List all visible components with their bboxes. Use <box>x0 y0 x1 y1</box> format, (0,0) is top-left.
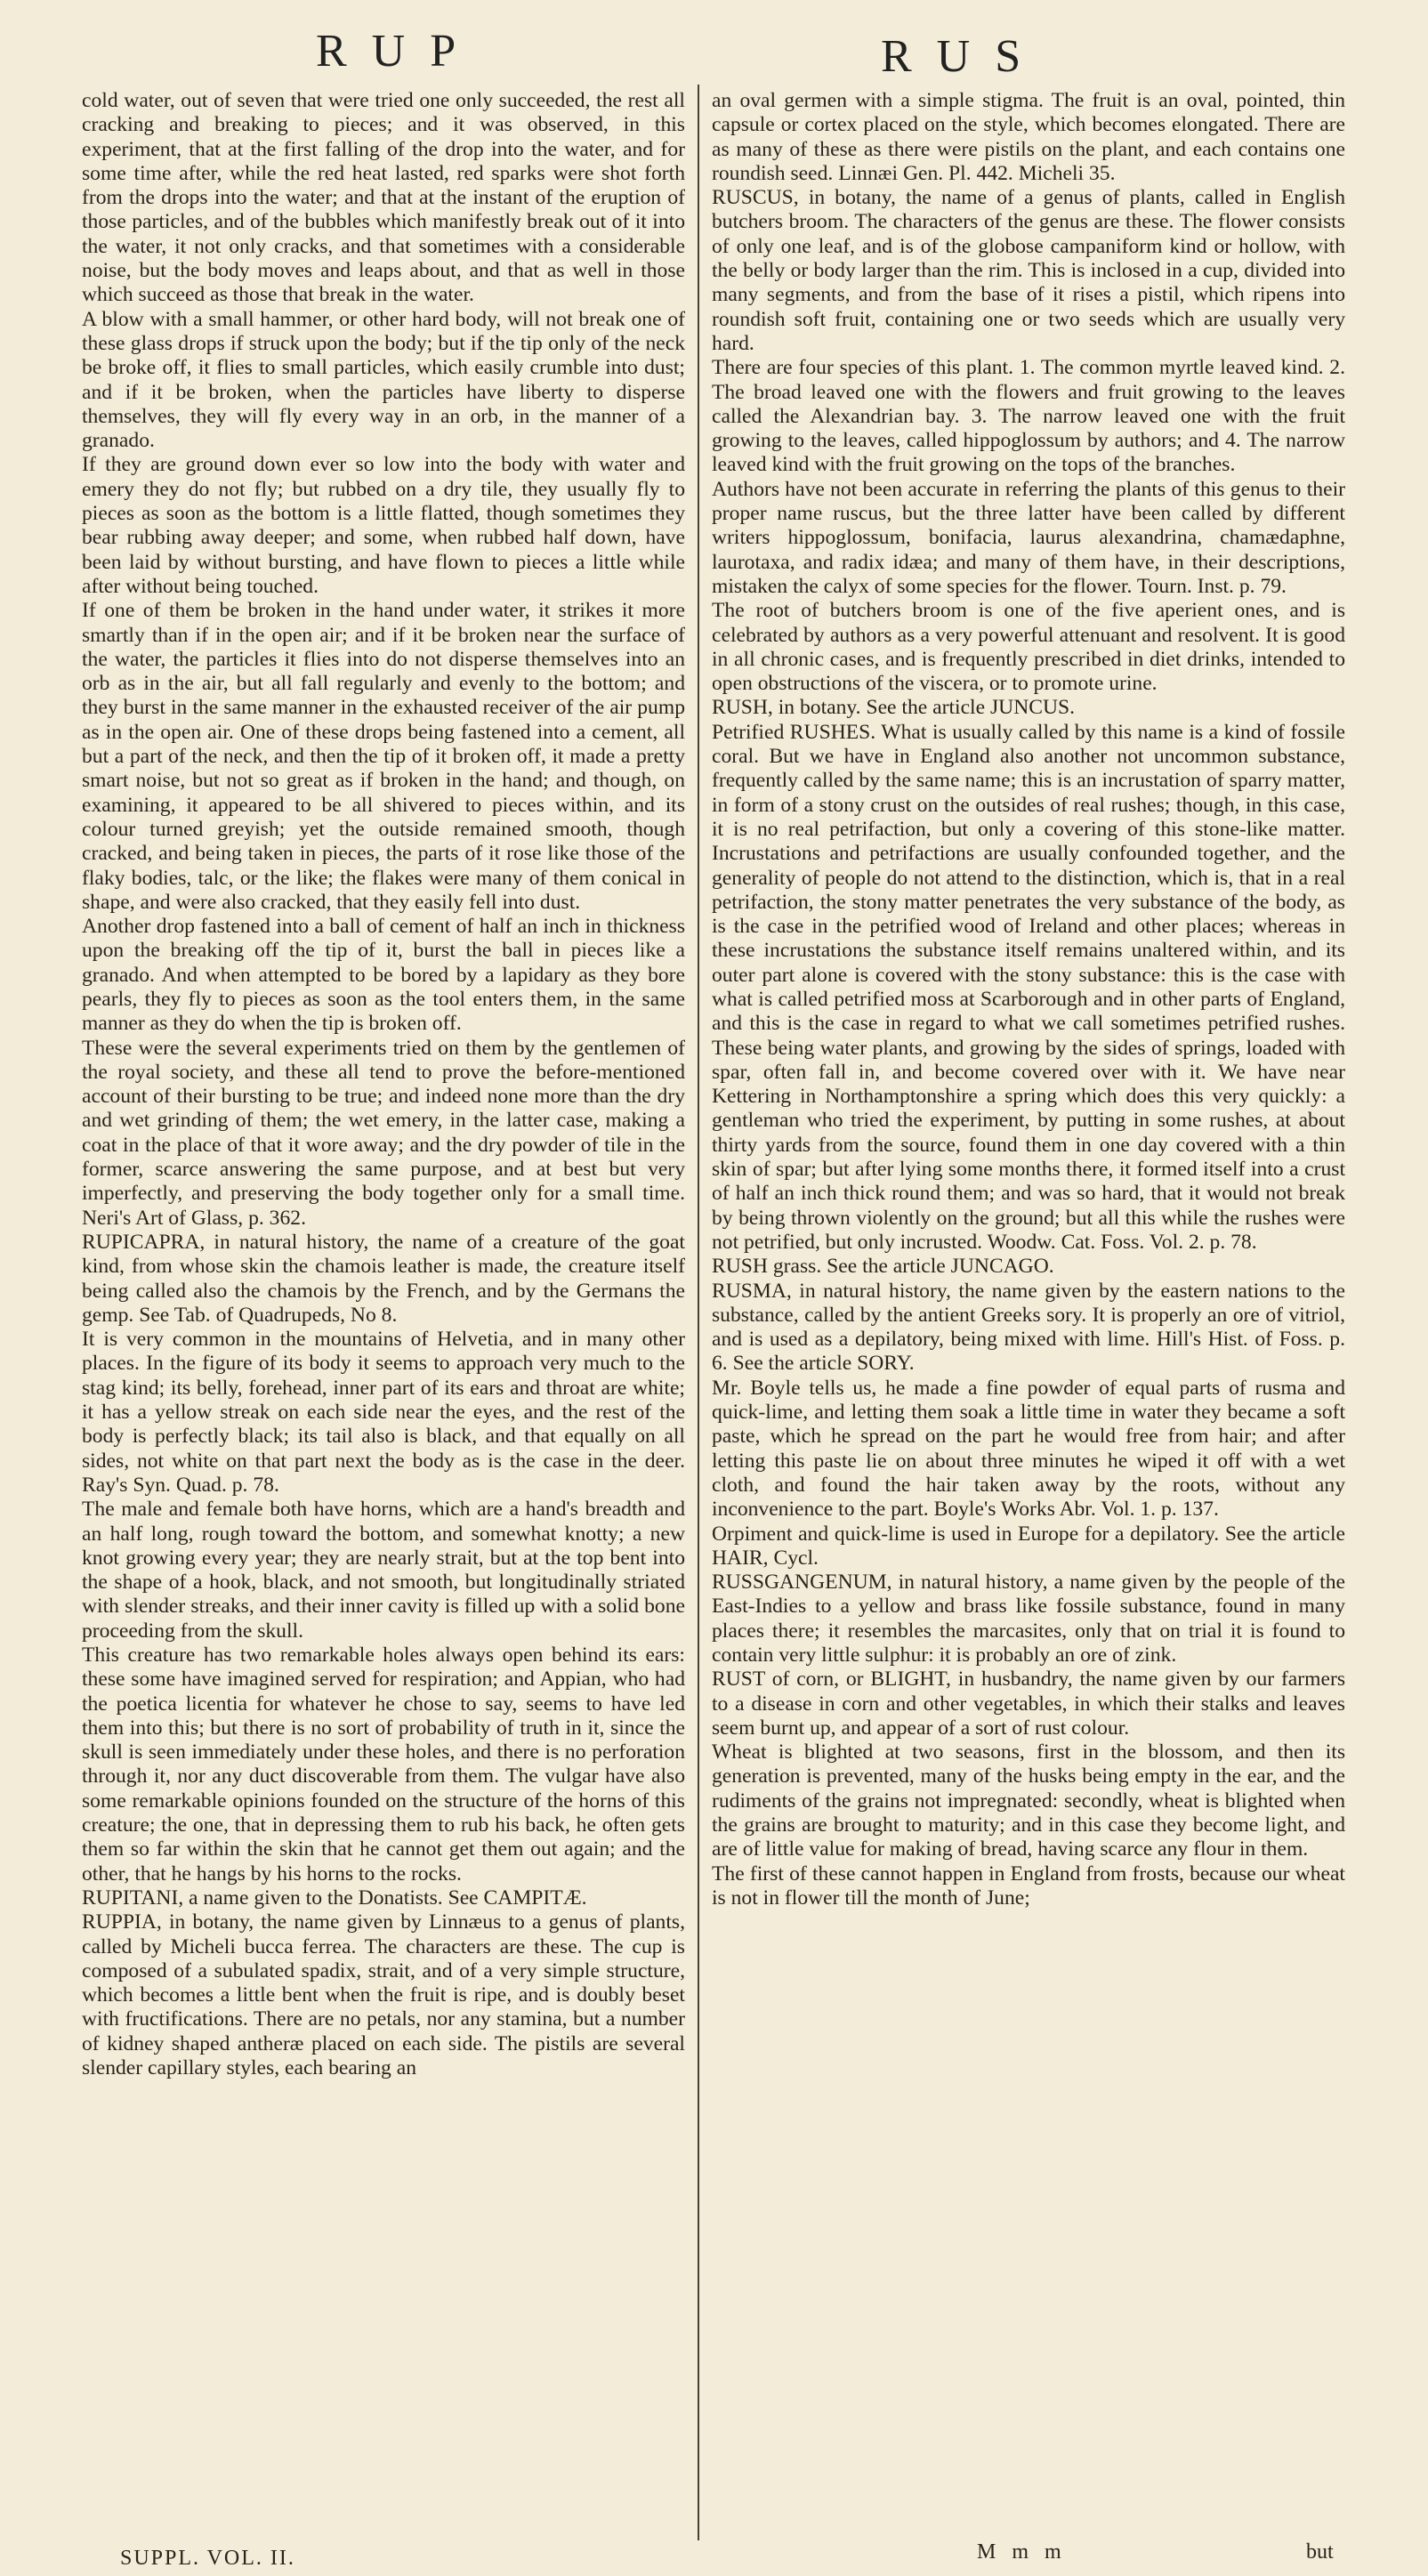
paragraph: The male and female both have horns, which are a hand's breadth and an half long, rough toward the bottom, and somewhat knotty; a new knot growing every year; they are nearly strait, but at the top bent into the shape of a hook, black, and not smooth, but longitudinally striated with slender streaks, and their inner cavity is filled up with a solid bone proceeding from the skull. <box>82 1498 685 1643</box>
paragraph: Orpiment and quick-lime is used in Europe for a depilatory. See the article HAIR, Cycl. <box>712 1522 1345 1570</box>
volume-footer: SUPPL. VOL. II. <box>120 2547 295 2570</box>
dictionary-entry: RUSH grass. See the article JUNCAGO. <box>712 1255 1054 1279</box>
paragraph: Authors have not been accurate in referring the plants of this genus to their proper name ruscus, but the three latter have been called by different writers hippoglossum, bonifacia, laurus alexandrina, chamædaphne, laurotaxa, and radix idæa; and many of them have, in their descriptions, mistaken the calyx of some species for the flower. Tourn. Inst. p. 79. <box>712 477 1345 598</box>
dictionary-entry: RUPITANI, a name given to the Donatists. See CAMPITÆ. <box>82 1886 587 1910</box>
dictionary-entry: RUSSGANGENUM, in natural history, a name given by the people of the East-Indies to a yellow and brass like fossile substance, found in many places there; it resembles the marcasites, only that on trial it is found to contain very little sulphur: it is probably an ore of zink. <box>712 1571 1345 1667</box>
paragraph: It is very common in the mountains of Helvetia, and in many other places. In the figure of its body it seems to approach very much to the stag kind; its belly, forehead, inner part of its ears and throat are white; it has a yellow streak on each side near the eyes, and the rest of the body is perfectly black; its tail also is black, and that equally on all sides, not white on that part next the body as is the case in the deer. Ray's Syn. Quad. p. 78. <box>82 1328 685 1497</box>
dictionary-entry: RUST of corn, or BLIGHT, in husbandry, the name given by our farmers to a disease in corn and other vegetables, in which their stalks and leaves seem burnt up, and appear of a sort of rust colour. <box>712 1668 1345 1740</box>
signature-mark: M m m <box>977 2540 1067 2564</box>
dictionary-entry: RUPPIA, in botany, the name given by Linnæus to a genus of plants, called by Micheli bucca ferrea. The characters are these. The cup is composed of a subulated spadix, strait, and of a very simple structure, which becomes a little bent when the fruit is ripe, and is doubly beset with fructifications. There are no petals, nor any stamina, but a number of kidney shaped antheræ placed on each side. The pistils are several slender capillary styles, each bearing an <box>82 1910 685 2080</box>
paragraph: A blow with a small hammer, or other hard body, will not break one of these glass drops if struck upon the body; but if the tip only of the neck be broke off, it flies to small particles, which easily crumble into dust; and if it be broken, when the particles have liberty to disperse themselves, they will fly every way in an orb, in the manner of a granado. <box>82 307 685 453</box>
paragraph: The root of butchers broom is one of the five aperient ones, and is celebrated by authors as a very powerful attenuant and resolvent. It is good in all chronic cases, and is frequently prescribed in diet drinks, intended to open obstructions of the viscera, or to promote urine. <box>712 599 1345 696</box>
dictionary-entry: RUSH, in botany. See the article JUNCUS. <box>712 696 1076 720</box>
paragraph: Mr. Boyle tells us, he made a fine powder of equal parts of rusma and quick-lime, and letting them soak a little time in water they became a soft paste, which he spread on the part he would free from hair; and after letting this paste lie on about three minutes he wiped it off with a wet cloth, and found the hair taken away by the roots, without any inconvenience to the part. Boyle's Works Abr. Vol. 1. p. 137. <box>712 1376 1345 1522</box>
paragraph: cold water, out of seven that were tried one only succeeded, the rest all cracking and breaking to pieces; and it was observed, in this experiment, that at the first falling of the drop into the water, and for some time after, while the red heat lasted, red sparks were shot forth from the drops into the water; and that at the instant of the eruption of those particles, and of the bubbles which manifestly break out of it into the water, it not only cracks, and that sometimes with a considerable noise, but the body moves and leaps about, and that as well in those which succeed as those that break in the water. <box>82 89 685 307</box>
catchword: but <box>1306 2540 1334 2564</box>
paragraph: If one of them be broken in the hand under water, it strikes it more smartly than if in the open air; and if it be broken near the surface of the water, the particles it flies into do not disperse themselves into an orb as in the air, but all fall regularly and evenly to the bottom; and they burst in the same manner in the exhausted receiver of the air pump as in the open air. One of these drops being fastened into a cement, all but a part of the neck, and then the tip of it broken off, it made a pretty smart noise, but not so great as if broken in the hand; and though, on examining, it appeared to be all shivered to pieces within, and its colour turned greyish; yet the outside remained smooth, though cracked, and being taken in pieces, the parts of it rose like those of the flaky bodies, talc, or the like; the flakes were many of them conical in shape, and were also cracked, that they easily fell into dust. <box>82 599 685 914</box>
right-column <box>712 89 1345 1910</box>
paragraph: This creature has two remarkable holes always open behind its ears: these some have imagined served for respiration; and Appian, who had the poetica licentia for whatever he chose to say, seems to have led them into this; but there is no sort of probability of truth in it, since the skull is seen immediately under these holes, and there is no perforation through it, nor any duct discoverable from them. The vulgar have also some remarkable opinions founded on the structure of the horns of this creature; the one, that in depressing them to rub his back, he often gets them so far within the skin that he cannot get them out again; and the other, that he hangs by his horns to the rocks. <box>82 1643 685 1886</box>
running-head-left: RUP <box>316 26 481 77</box>
paragraph: Wheat is blighted at two seasons, first in the blossom, and then its generation is prevented, many of the husks being empty in the ear, and the rudiments of the grains not impregnated: secondly, wheat is blighted when the grains are brought to maturity; and in this case they become light, and are of little value for making of bread, having scarce any flour in them. <box>712 1740 1345 1861</box>
paragraph: There are four species of this plant. 1. The common myrtle leaved kind. 2. The broad leaved one with the flowers and fruit growing to the leaves called the Alexandrian bay. 3. The narrow leaved one with the fruit growing to the leaves, called hippoglossum by authors; and 4. The narrow leaved kind with the fruit growing on the tops of the branches. <box>712 356 1345 477</box>
dictionary-entry: RUSMA, in natural history, the name given by the eastern nations to the substance, called by the antient Greeks sory. It is properly an ore of vitriol, and is used as a depilatory, being mixed with lime. Hill's Hist. of Foss. p. 6. See the article SORY. <box>712 1279 1345 1376</box>
dictionary-entry: Petrified RUSHES. What is usually called by this name is a kind of fossile coral. But we have in England also another not uncommon substance, frequently called by the same name; this is an incrustation of sparry matter, in form of a stony crust on the outsides of real rushes; though, in this case, it is no real petrifaction, but only a covering of this stone-like matter. Incrustations and petrifactions are usually confounded together, and the generality of people do not attend to the distinction, which is, that in a real petrifaction, the stony matter penetrates the very substance of the body, as is the case in the petrified wood of Ireland and other places; whereas in these incrustations the substance itself remains unaltered within, and its outer part alone is covered with the stony substance: this is the case with what is called petrified moss at Scarborough and in other parts of England, and this is the case in regard to what we call sometimes petrified rushes. These being water plants, and growing by the sides of springs, loaded with spar, often fall in, and become covered over with it. We have near Kettering in Northamptonshire a spring which does this very quickly: a gentleman who tried the experiment, by putting in some rushes, at about thirty yards from the source, found them in one day covered with a thin skin of spar; but after lying some months there, it formed itself into a crust of half an inch thick round them; and was so hard, that it would not break by being thrown violently on the ground; but all this while the rushes were not petrified, but only incrusted. Woodw. Cat. Foss. Vol. 2. p. 78. <box>712 720 1345 1254</box>
dictionary-entry: RUSCUS, in botany, the name of a genus of plants, called in English butchers broom. The characters of the genus are these. The flower consists of only one leaf, and is of the globose campaniform kind or hollow, with the belly or body larger than the rim. This is inclosed in a cup, divided into many segments, and from the base of it rises a pistil, which ripens into roundish soft fruit, containing one or two seeds which are usually very hard. <box>712 186 1345 355</box>
running-head-right: RUS <box>881 31 1046 82</box>
paragraph: an oval germen with a simple stigma. The fruit is an oval, pointed, thin capsule or cortex placed on the style, which becomes elongated. There are as many of these as there were pistils on the plant, and each contains one roundish seed. Linnæi Gen. Pl. 442. Micheli 35. <box>712 89 1345 185</box>
left-column <box>82 89 685 2080</box>
paragraph: These were the several experiments tried on them by the gentlemen of the royal society, and these all tend to prove the before-mentioned account of their bursting to be true; and indeed none more than the dry and wet grinding of them; the wet emery, in the latter case, making a coat in the place of that it wore away; and the dry powder of tile in the former, scarce answering the same purpose, and at best but very imperfectly, and preserving the body together only for a small time. Neri's Art of Glass, p. 362. <box>82 1036 685 1230</box>
column-divider <box>698 85 699 2540</box>
paragraph: Another drop fastened into a ball of cement of half an inch in thickness upon the breaking off the tip of it, burst the ball in pieces like a granado. And when attempted to be bored by a lapidary as they bore pearls, they fly to pieces as soon as the tool enters them, in the same manner as they do when the tip is broken off. <box>82 915 685 1036</box>
dictionary-entry: RUPICAPRA, in natural history, the name of a creature of the goat kind, from whose skin the chamois leather is made, the creature itself being called also the chamois by the French, and by the Germans the gemp. See Tab. of Quadrupeds, No 8. <box>82 1230 685 1327</box>
paragraph: The first of these cannot happen in England from frosts, because our wheat is not in flower till the month of June; <box>712 1861 1345 1910</box>
paragraph: If they are ground down ever so low into the body with water and emery they do not fly; but rubbed on a dry tile, they usually fly to pieces as soon as the bottom is a little flatted, though sometimes they bear rubbing away deeper; and some, when rubbed half down, have been laid by without bursting, and have flown to pieces a little while after without being touched. <box>82 453 685 598</box>
